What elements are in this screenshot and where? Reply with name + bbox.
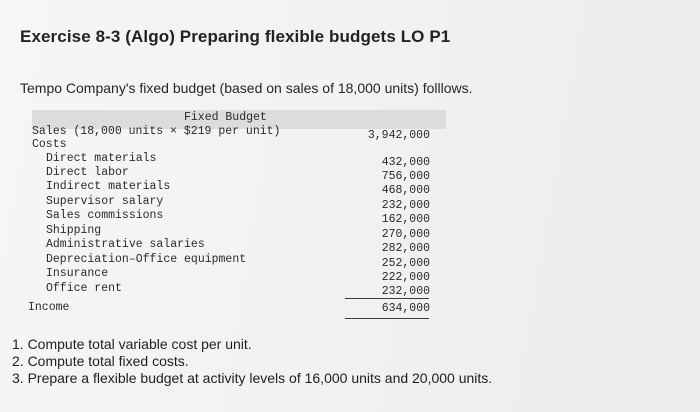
cost-value: 468,000 <box>381 184 430 197</box>
exercise-title: Exercise 8-3 (Algo) Preparing flexible budgets LO P1 <box>20 27 451 46</box>
cost-label: Direct materials <box>46 152 157 165</box>
cost-value: 232,000 <box>381 285 430 298</box>
income-label: Income <box>28 301 70 314</box>
cost-label: Supervisor salary <box>46 195 164 208</box>
cost-label: Shipping <box>46 224 102 237</box>
question-2: 2. Compute total fixed costs. <box>12 353 189 369</box>
cost-label: Direct labor <box>46 166 129 179</box>
cost-label: Insurance <box>46 267 109 280</box>
cost-value: 222,000 <box>381 271 430 284</box>
cost-label: Administrative salaries <box>46 238 205 251</box>
costs-label: Costs <box>32 138 67 151</box>
cost-value: 252,000 <box>381 257 430 270</box>
fixed-budget-table <box>18 110 446 324</box>
sales-value: 3,942,000 <box>367 129 430 142</box>
cost-value: 282,000 <box>381 242 430 255</box>
cost-label: Office rent <box>46 282 122 295</box>
total-rule <box>345 318 429 319</box>
intro-text: Tempo Company's fixed budget (based on sales of 18,000 units) folllows. <box>20 80 473 96</box>
question-1: 1. Compute total variable cost per unit. <box>12 336 252 352</box>
cost-value: 232,000 <box>381 199 430 212</box>
income-value: 634,000 <box>381 302 430 315</box>
cost-value: 432,000 <box>381 156 430 169</box>
question-3: 3. Prepare a flexible budget at activity levels of 16,000 units and 20,000 units. <box>12 370 493 386</box>
cost-label: Depreciation–Office equipment <box>46 253 247 266</box>
cost-value: 756,000 <box>381 170 430 183</box>
subtotal-rule <box>345 298 429 299</box>
cost-label: Indirect materials <box>46 180 171 193</box>
cost-value: 162,000 <box>381 213 430 226</box>
sales-label: Sales (18,000 units × $219 per unit) <box>32 125 281 138</box>
column-header: Fixed Budget <box>184 111 267 124</box>
cost-value: 270,000 <box>381 228 430 241</box>
cost-label: Sales commissions <box>46 209 164 222</box>
